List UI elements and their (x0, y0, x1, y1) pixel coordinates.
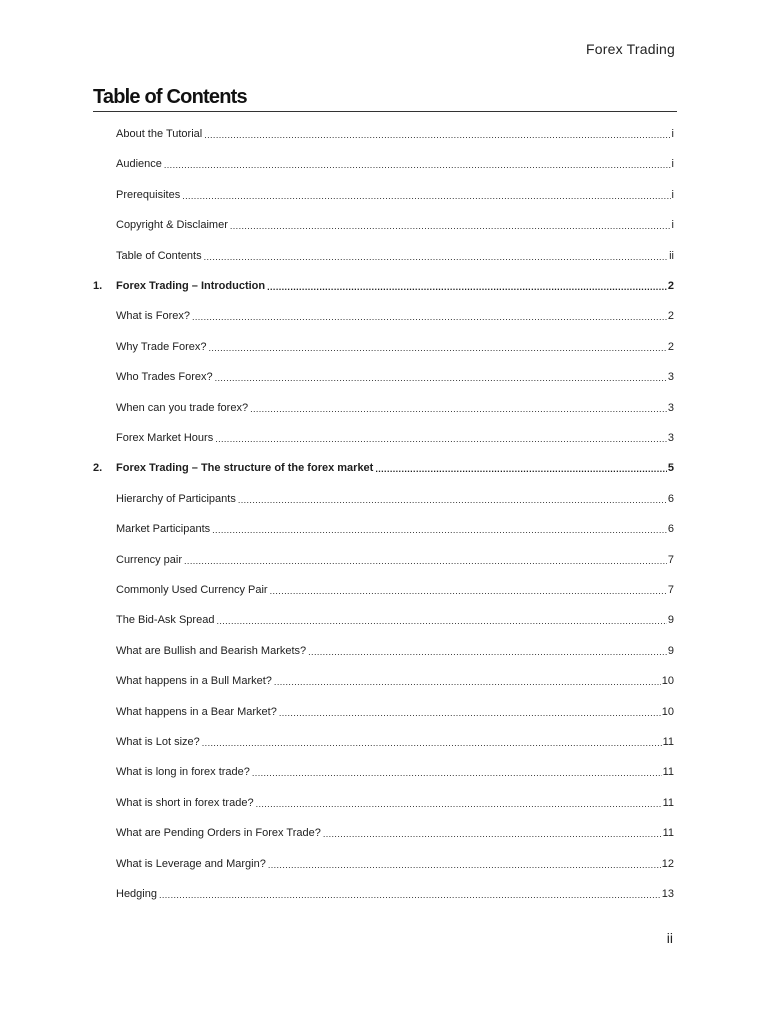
toc-entry-page: 11 (662, 766, 674, 778)
toc-dot-leader (184, 555, 667, 567)
toc-entry-page: 11 (662, 827, 674, 839)
toc-dot-leader (159, 889, 661, 901)
toc-dot-leader (274, 676, 661, 688)
toc-dot-leader (323, 828, 662, 840)
toc-entry[interactable] (116, 368, 674, 384)
toc-entry-number: 2. (93, 462, 103, 474)
toc-entry-page: 2 (667, 341, 674, 353)
toc-entry-page: 6 (667, 523, 674, 535)
toc-entry[interactable] (116, 307, 674, 323)
toc-entry-title: What happens in a Bull Market? (116, 675, 272, 687)
toc-dot-leader (215, 372, 667, 384)
toc-entry-title: Copyright & Disclaimer (116, 219, 228, 231)
toc-entry-title: Currency pair (116, 554, 183, 566)
toc-dot-leader (192, 311, 667, 323)
toc-entry[interactable] (116, 551, 674, 567)
toc-entry-title: What is short in forex trade? (116, 797, 254, 809)
toc-entry[interactable] (116, 642, 674, 658)
toc-dot-leader (252, 767, 662, 779)
toc-entry-page: 3 (667, 371, 674, 383)
toc-entry-title: Forex Market Hours (116, 432, 214, 444)
toc-entry-title: What is Forex? (116, 310, 190, 322)
toc-entry[interactable] (116, 247, 674, 263)
toc-entry-page: 13 (661, 888, 674, 900)
toc-entry-title: When can you trade forex? (116, 402, 249, 414)
toc-dot-leader (250, 403, 667, 415)
toc-chapter-entry[interactable] (93, 277, 674, 293)
toc-entry[interactable] (116, 581, 674, 597)
toc-dot-leader (375, 463, 667, 475)
toc-entry[interactable] (116, 763, 674, 779)
page-title: Table of Contents (93, 86, 247, 108)
toc-dot-leader (270, 585, 667, 597)
toc-entry-title: Audience (116, 158, 162, 170)
toc-entry[interactable] (116, 520, 674, 536)
toc-entry-page: 9 (667, 614, 674, 626)
toc-entry-page: 9 (667, 645, 674, 657)
toc-dot-leader (204, 251, 668, 263)
toc-entry-page: i (671, 189, 674, 201)
toc-entry-title: Prerequisites (116, 189, 181, 201)
toc-entry[interactable] (116, 216, 674, 232)
toc-entry-page: 10 (661, 675, 674, 687)
toc-entry-title: What happens in a Bear Market? (116, 706, 277, 718)
toc-entry[interactable] (116, 855, 674, 871)
toc-entry-number: 1. (93, 280, 103, 292)
toc-dot-leader (202, 737, 662, 749)
toc-chapter-entry[interactable] (93, 459, 674, 475)
toc-entry-page: 7 (667, 584, 674, 596)
toc-dot-leader (164, 159, 671, 171)
toc-entry[interactable] (116, 885, 674, 901)
heading-divider (93, 111, 677, 112)
toc-entry-title: Market Participants (116, 523, 211, 535)
toc-dot-leader (204, 129, 670, 141)
toc-entry-title: Forex Trading – Introduction (116, 280, 266, 292)
toc-entry-title: What are Bullish and Bearish Markets? (116, 645, 307, 657)
toc-entry-page: 11 (662, 736, 674, 748)
toc-dot-leader (182, 190, 670, 202)
toc-dot-leader (212, 524, 667, 536)
toc-entry-page: 3 (667, 432, 674, 444)
toc-entry[interactable] (116, 703, 674, 719)
toc-entry[interactable] (116, 611, 674, 627)
toc-entry-page: 11 (662, 797, 674, 809)
running-header: Forex Trading (586, 41, 675, 57)
toc-dot-leader (267, 281, 667, 293)
toc-entry[interactable] (116, 672, 674, 688)
toc-entry-title: Table of Contents (116, 250, 202, 262)
toc-entry-page: i (671, 219, 674, 231)
toc-dot-leader (256, 798, 662, 810)
toc-entry-title: The Bid-Ask Spread (116, 614, 215, 626)
toc-entry[interactable] (116, 155, 674, 171)
toc-entry-page: 10 (661, 706, 674, 718)
toc-entry-title: Who Trades Forex? (116, 371, 213, 383)
toc-entry[interactable] (116, 125, 674, 141)
toc-entry[interactable] (116, 338, 674, 354)
toc-dot-leader (308, 646, 667, 658)
toc-entry-page: 5 (667, 462, 674, 474)
toc-entry-title: What is Leverage and Margin? (116, 858, 266, 870)
toc-dot-leader (230, 220, 671, 232)
toc-entry-page: 6 (667, 493, 674, 505)
toc-entry[interactable] (116, 490, 674, 506)
toc-entry-title: About the Tutorial (116, 128, 203, 140)
toc-entry-title: What is long in forex trade? (116, 766, 250, 778)
toc-entry[interactable] (116, 794, 674, 810)
toc-entry-title: What is Lot size? (116, 736, 200, 748)
toc-entry-page: 3 (667, 402, 674, 414)
toc-entry-title: Hierarchy of Participants (116, 493, 236, 505)
toc-entry-title: What are Pending Orders in Forex Trade? (116, 827, 321, 839)
toc-dot-leader (215, 433, 667, 445)
toc-entry-title: Why Trade Forex? (116, 341, 207, 353)
toc-entry-page: ii (669, 250, 674, 262)
toc-entry-title: Forex Trading – The structure of the forex market (116, 462, 374, 474)
toc-entry[interactable] (116, 186, 674, 202)
toc-entry-title: Hedging (116, 888, 157, 900)
toc-entry-page: i (671, 158, 674, 170)
toc-entry[interactable] (116, 429, 674, 445)
toc-dot-leader (208, 342, 666, 354)
toc-dot-leader (238, 494, 667, 506)
toc-dot-leader (279, 707, 661, 719)
toc-entry-page: 2 (667, 280, 674, 292)
toc-entry[interactable] (116, 733, 674, 749)
toc-entry-page: 2 (667, 310, 674, 322)
toc-dot-leader (216, 615, 666, 627)
toc-dot-leader (268, 859, 661, 871)
toc-entry-page: 12 (661, 858, 674, 870)
toc-entry-title: Commonly Used Currency Pair (116, 584, 268, 596)
page-number: ii (666, 930, 673, 946)
toc-entry-page: 7 (667, 554, 674, 566)
toc-entry[interactable] (116, 399, 674, 415)
toc-entry-page: i (671, 128, 674, 140)
toc-entry[interactable] (116, 824, 674, 840)
